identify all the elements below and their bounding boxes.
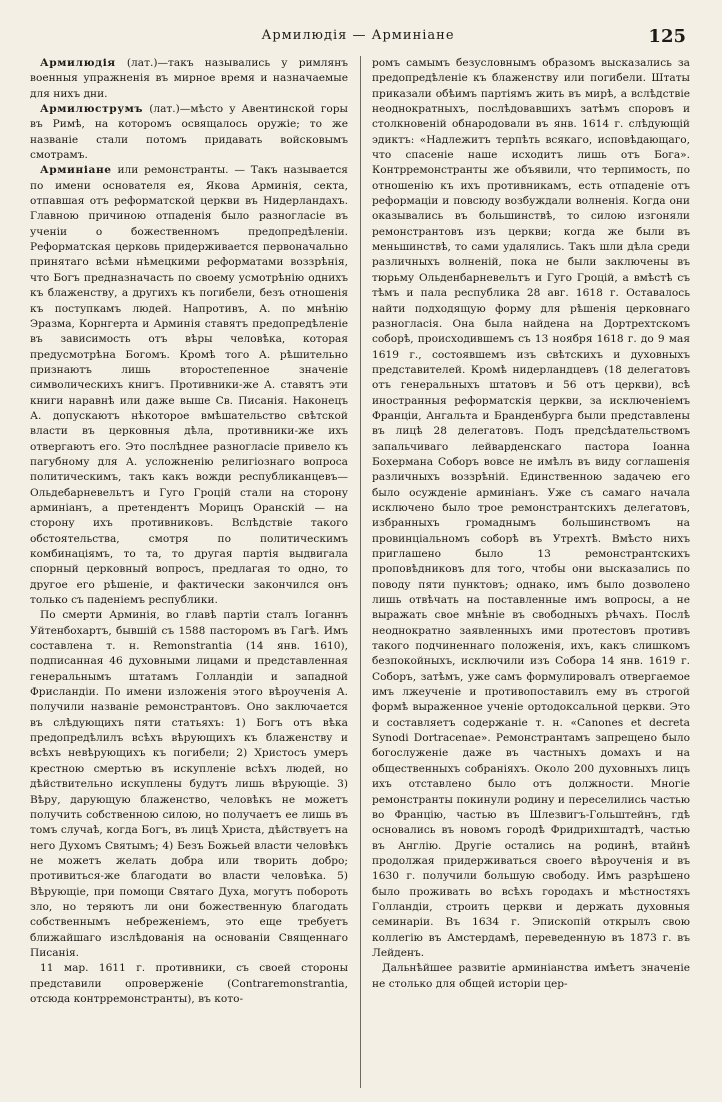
dictionary-entry	[30, 163, 348, 608]
entry-text: или ремонстранты. — Такъ называется по имени основателя ея, Якова Арминія, секта, отпавшая отъ реформатской церкви въ Нидерландахъ. Главною причиною отпаденія было разногласіе въ ученіи о божественномъ предопредѣленіи. Реформатская церковь придерживается первоначально принятаго всѣми нѣмецкими реформатами воззрѣнія, что Богъ предназначасть по своему усмотрѣнію однихъ къ блаженству, а другихъ къ погибели, безъ отношенія къ поступкамъ людей. Напротивъ, А. по мнѣнію Эразма, Корнгерта и Арминія ставятъ предопредѣленіе въ зависимость отъ вѣры человѣка, которая предусмотрѣна Богомъ. Кромѣ того А. рѣшительно признаютъ лишь второстепенное значеніе символическихъ книгъ. Противники-же А. ставятъ эти книги наравнѣ или даже выше Св. Писанія. Наконецъ А. допускаютъ нѣкоторое вмѣшательство свѣтской власти въ церковныя дѣла, противники-же ихъ отвергаютъ его. Это послѣднее разногласіе привело къ пагубному для А. усложненію религіознаго вопроса политическимъ, такъ какъ вожди республиканцевъ—Ольдебарневельтъ и Гуго Гроцій стали на сторону арминіанъ, а претендентъ Морицъ Оранскій — на сторону ихъ противниковъ. Вслѣдствіе такого обстоятельства, смотря по политическимъ комбинаціямъ, то та, то другая партія выдвигала спорный церковный вопросъ, предлагая то одно, то другое его рѣшеніе, и фактически закончился онъ только съ паденіемъ республики.	[30, 164, 348, 607]
running-head: Армилюдія — Арминіане	[261, 28, 455, 43]
paragraph: По смерти Арминія, во главѣ партіи сталъ Іоганнъ Уйтенбохартъ, бывшій съ 1588 пасторомъ въ Гагѣ. Имъ составлена т. н. Remonstrantia (14 янв. 1610), подписанная 46 духовными лицами и представленная генеральнымъ штатамъ Голландіи и западной Фрисландіи. По имени изложенія этого вѣроученія А. получили названіе ремонстрантовъ. Оно заключается въ слѣдующихъ пяти статьяхъ: 1) Богъ отъ вѣка предопредѣлилъ всѣхъ вѣрующихъ къ блаженству и всѣхъ невѣрующихъ къ погибели; 2) Христосъ умеръ крестною смертью въ искупленіе всѣхъ людей, но дѣйствительно искуплены будутъ лишь вѣрующіе. 3) Вѣру, дарующую блаженство, человѣкъ не можетъ получить собственною силою, но получаетъ ее лишь въ томъ случаѣ, когда Богъ, въ лицѣ Христа, дѣйствуетъ на него Духомъ Святымъ; 4) Безъ Божьей власти человѣкъ не можетъ желать добра или творить добро; противиться-же благодати во власти человѣка. 5) Вѣрующіе, при помощи Святаго Духа, могутъ побороть зло, но теряютъ ли они божественную благодать собственнымъ небреженіемъ, это еще требуетъ ближайшаго изслѣдованія на основаніи Священнаго Писанія.	[30, 609, 348, 959]
column-divider	[360, 56, 361, 1088]
entry-headword: Армилюдія	[40, 57, 116, 69]
paragraph: Дальнѣйшее развитіе арминіанства имѣетъ значеніе не столько для общей исторіи цер-	[372, 962, 690, 990]
left-column	[30, 56, 348, 1088]
entry-text: (лат.)—такъ назывались у римлянъ военныя упражненія въ мирное время и назначаемые для нихъ дни.	[30, 57, 348, 100]
entry-headword: Арминіане	[40, 164, 112, 177]
continued-paragraph: ромъ самымъ безусловнымъ образомъ высказались за предопредѣленіе къ блаженству или погибели. Штаты приказали обѣимъ партіямъ жить въ мирѣ, а вслѣдствіе неоднократныхъ, послѣдовавшихъ затѣмъ споровъ и столкновеній обнародовали въ янв. 1614 г. слѣдующій эдиктъ: «Надлежитъ терпѣть всякаго, исповѣдающаго, что спасеніе наше исходитъ лишь отъ Бога». Контрремонстранты же объявили, что терпимость, по отношенію къ ихъ противникамъ, есть отпаденіе отъ реформаціи и повсюду возбуждали волненія. Когда они оказывались въ большинствѣ, то силою изгоняли ремонстрантовъ изъ церкви; когда же были въ меньшинствѣ, то сами удалялись. Такъ шли дѣла среди различныхъ волненій, пока не были заключены въ тюрьму Ольденбарневельтъ и Гуго Гроцій, а вмѣстѣ съ тѣмъ и пала республика 28 авг. 1618 г. Оставалось найти подходящую форму для рѣшенія церковнаго разногласія. Она была найдена на Дортрехтскомъ соборѣ, происходившемъ съ 13 ноября 1618 г. до 9 мая 1619 г., состоявшемъ изъ свѣтскихъ и духовныхъ представителей. Кромѣ нидерландцевъ (18 делегатовъ отъ генеральныхъ штатовъ и 56 отъ церкви), всѣ иностранныя реформатскія церкви, за исключеніемъ Франціи, Ангальта и Бранденбурга были представлены въ лицѣ 28 делегатовъ. Подъ предсѣдательствомъ запальчиваго лейварденскаго пастора Іоанна Бохермана Соборъ вовсе не имѣлъ въ виду соглашенія различныхъ воззрѣній. Единственною задачею его было осужденіе арминіанъ. Уже съ самаго начала исключено было трое ремонстрантскихъ делегатовъ, избранныхъ громаднымъ большинствомъ на провинціальномъ соборѣ въ Утрехтѣ. Вмѣсто нихъ приглашено было 13 ремонстрантскихъ проповѣдниковъ для того, чтобы они высказались по поводу пяти пунктовъ; однако, имъ было дозволено лишь отвѣчать на поставленные имъ вопросы, а не выражать свое мнѣніе въ свободныхъ рѣчахъ. Послѣ неоднократно заявленныхъ ими протестовъ противъ такого подчиненнаго положенія, ихъ, какъ слишкомъ безпокойныхъ, исключили изъ Собора 14 янв. 1619 г. Соборъ, затѣмъ, уже самъ формулировалъ отвергаемое имъ лжеученіе и противопоставилъ ему въ строгой формѣ выраженное ученіе ортодоксальной церкви. Это и составляетъ содержаніе т. н. «Canones et decreta Synodi Dortracenae». Ремонстрантамъ запрещено было богослуженіе даже въ частныхъ домахъ и на общественныхъ собраніяхъ. Около 200 духовныхъ лицъ ихъ отставлено было отъ должности. Многіе ремонстранты покинули родину и переселились частью во Францію, частью въ Шлезвигъ-Гольштейнъ, гдѣ основались въ новомъ городѣ Фридрихштадтѣ, частью въ Англію. Другіе остались на родинѣ, втайнѣ продолжая придерживаться своего вѣроученія и въ 1630 г. получили большую свободу. Имъ разрѣшено было проживать во всѣхъ городахъ и мѣстностяхъ Голландіи, строить церкви и держать духовныя семинаріи. Въ 1634 г. Эпископій открылъ свою коллегію въ Амстердамѣ, переведенную въ 1873 г. въ Лейденъ.	[372, 57, 690, 959]
dictionary-entry	[30, 56, 348, 102]
text-columns	[30, 56, 690, 1088]
entry-headword: Армилюструмъ	[40, 103, 144, 116]
dictionary-entry	[30, 102, 348, 163]
page-header	[30, 26, 686, 52]
page-number: 125	[648, 26, 686, 47]
right-column	[372, 56, 690, 1088]
entry-text: (лат.)—мѣсто у Авентинской горы въ Римѣ, на которомъ освящалось оружіе; то же названіе стали потомъ придавать войсковымъ смотрамъ.	[30, 103, 348, 162]
paragraph: 11 мар. 1611 г. противники, съ своей стороны представили опроверженіе (Contraremonstrantia, отсюда контрремонстранты), въ кото-	[30, 962, 348, 1005]
